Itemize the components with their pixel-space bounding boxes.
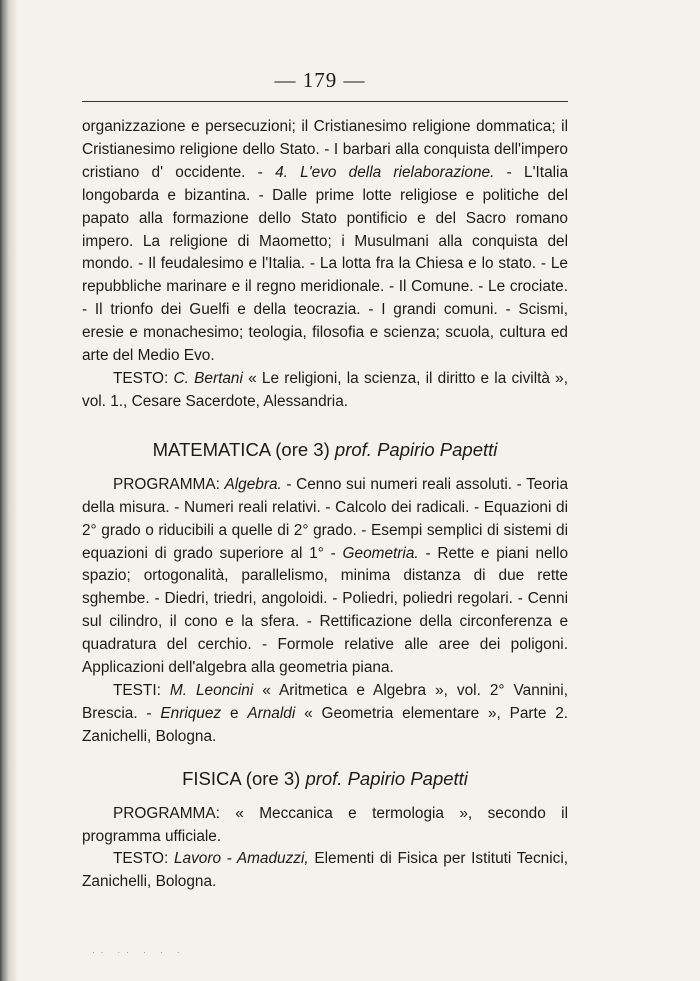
storia-text: organizzazione e persecuzioni; il Cristianesimo religione dommatica; il Cristianesimo religione dello Stato. - I barbari alla conquista dell'impero cristiano d' occidente. - [82, 118, 568, 181]
subject-name: MATEMATICA (ore 3) [152, 438, 330, 460]
page-number: — 179 — [274, 68, 366, 92]
programma-label: PROGRAMMA: [113, 804, 220, 822]
scan-specks: ·· ·· · · · [92, 948, 186, 957]
author-enriquez: Enriquez [160, 704, 222, 722]
teacher-name: prof. Papirio Papetti [305, 767, 468, 789]
testo-details: Elementi di Fisica per Istituti Tecnici, Zanichelli, Bologna. [82, 850, 569, 891]
storia-paragraph [82, 116, 568, 368]
book-geometria: « Geometria elementare », Parte 2. Zanichelli, Bologna. [82, 704, 569, 745]
testo-author: C. Bertani [173, 369, 243, 387]
fisica-heading [82, 767, 568, 791]
fisica-programma [82, 803, 568, 849]
author-arnaldi: Arnaldi [247, 704, 296, 722]
testi-label: TESTI: [113, 681, 161, 699]
matematica-testi [82, 680, 568, 749]
storia-section-title: 4. L'evo della rielaborazione. [275, 163, 495, 181]
programma-label: PROGRAMMA: [113, 475, 220, 493]
matematica-programma [82, 474, 568, 680]
testo-label: TESTO: [113, 369, 169, 387]
fisica-testo [82, 848, 568, 894]
algebra-label: Algebra. [224, 475, 282, 493]
testo-label: TESTO: [113, 850, 169, 868]
matematica-heading [82, 438, 568, 462]
author-leoncini: M. Leoncini [169, 681, 254, 699]
header-rule [82, 101, 568, 102]
testo-details: « Le religioni, la scienza, il diritto e la civiltà », vol. 1., Cesare Sacerdote, Alessandria. [82, 369, 569, 410]
storia-testo [82, 368, 568, 414]
book-aritmetica: « Aritmetica e Algebra », vol. 2° Vannini, Brescia. - [82, 681, 568, 722]
geometria-text: - Rette e piani nello spazio; ortogonalità, parallelismo, minima distanza di due rette sghembe. - Diedri, triedri, angoloidi. - Poliedri, poliedri regolari. - Cenni sul cilindro, il cono e la sfera. - Rettificazione della circonferenza e quadratura del cerchio. - Formole relative alle aree dei poligoni. Applicazioni dell'algebra alla geometria piana. [82, 544, 568, 677]
algebra-text: - Cenno sui numeri reali assoluti. - Teoria della misura. - Numeri reali relativi. - Calcolo dei radicali. - Equazioni di 2° grado o riducibili a quelle di 2° grado. - Esempi semplici di sistemi di equazioni di grado superiore al 1° - [82, 475, 569, 562]
subject-name: FISICA (ore 3) [182, 767, 301, 789]
teacher-name: prof. Papirio Papetti [334, 438, 498, 460]
testo-author: Lavoro - Amaduzzi, [173, 850, 309, 868]
storia-text-continued: - L'Italia longobarda e bizantina. - Dalle prime lotte religiose e politiche del papato alla formazione dello Stato pontificio e del Sacro romano impero. La religione di Maometto; i Musulmani alla conquista del mondo. - Il feudalesimo e l'Italia. - La lotta fra la Chiesa e lo stato. - Le repubbliche marinare e il regno meridionale. - Il Comune. - Le crociate. - Il trionfo dei Guelfi e della teocrazia. - I grandi comuni. - Scismi, eresie e monachesimo; teologia, filosofia e scienza; scuola, cultura ed arte del Medio Evo. [82, 163, 569, 365]
page-body [82, 116, 568, 894]
programma-text: « Meccanica e termologia », secondo il programma ufficiale. [82, 804, 568, 845]
conjunction: e [229, 704, 239, 722]
page-edge-shadow [0, 0, 18, 981]
geometria-label: Geometria. [342, 544, 419, 562]
